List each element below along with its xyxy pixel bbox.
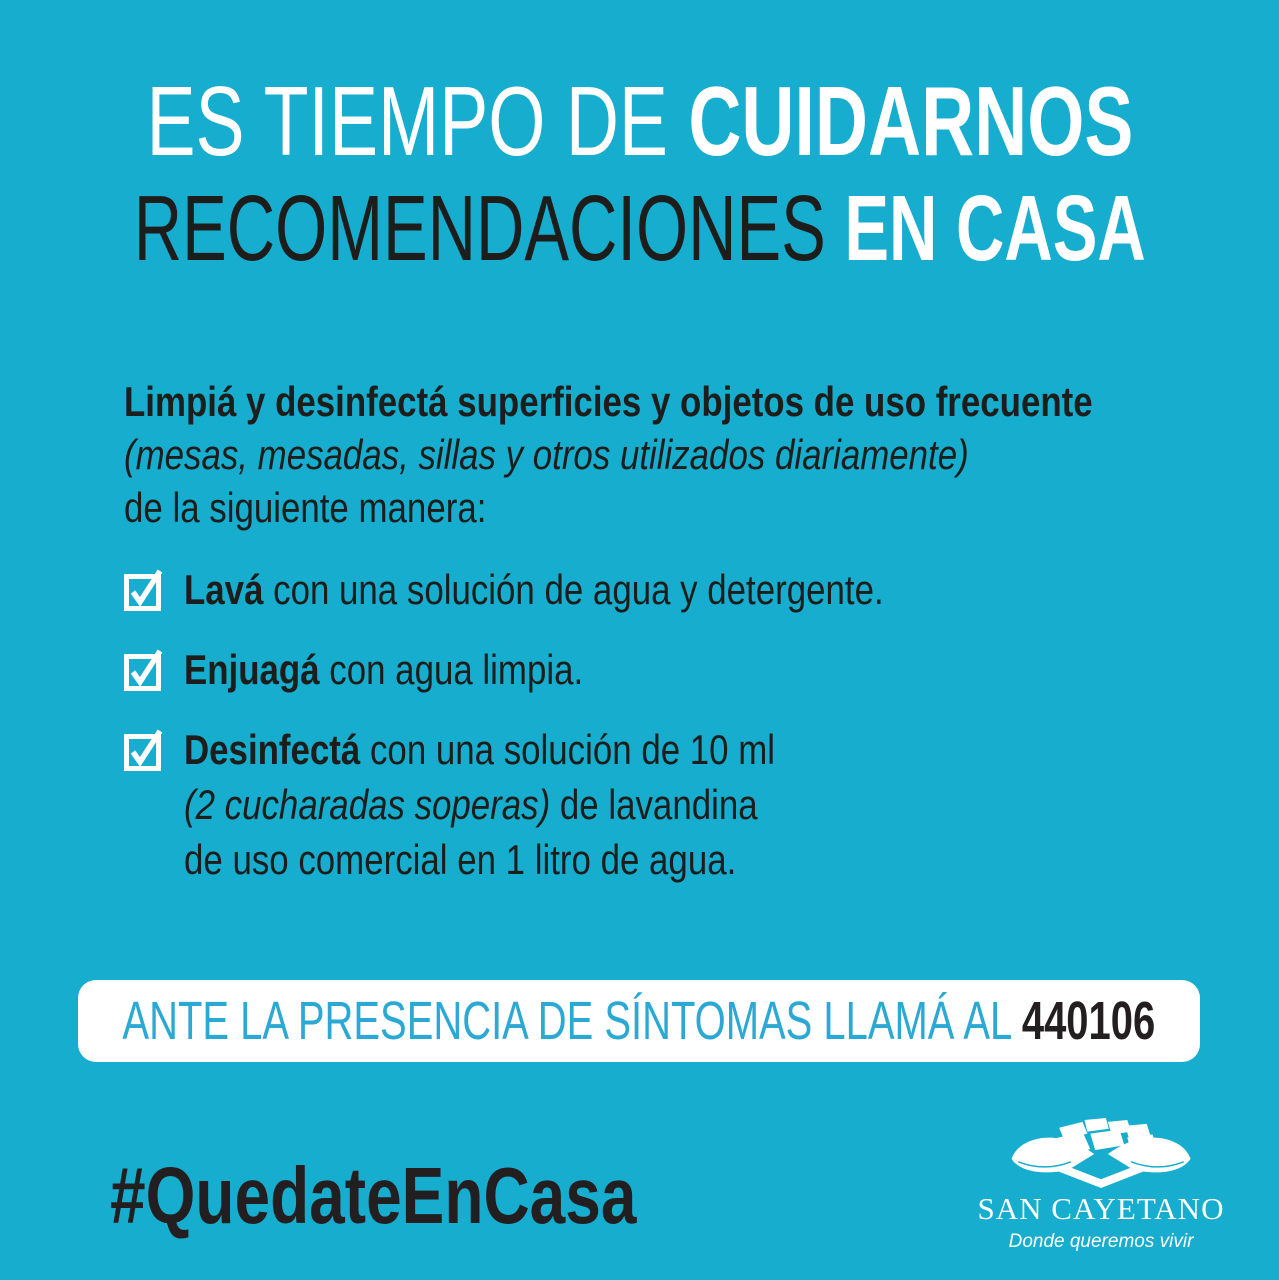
banner-phone-number: 440106 xyxy=(1022,991,1156,1051)
recommendations-checklist xyxy=(124,562,1027,912)
item-text: con una solución de agua y detergente. xyxy=(263,566,884,613)
checkbox-checked-icon xyxy=(124,568,164,612)
intro-bold-line: Limpiá y desinfectá superficies y objetos de uso frecuente xyxy=(124,378,1093,425)
intro-italic-line: (mesas, mesadas, sillas y otros utilizados diariamente) xyxy=(124,431,969,478)
title-bold-part: CUIDARNOS xyxy=(687,66,1133,176)
poster-title-line1 xyxy=(0,66,1279,176)
checkbox-checked-icon xyxy=(124,648,164,692)
hashtag: #QuedateEnCasa xyxy=(110,1151,637,1240)
symptoms-banner xyxy=(78,980,1200,1062)
list-item xyxy=(124,642,1027,697)
poster-title-line2 xyxy=(0,176,1279,280)
checkbox-checked-icon xyxy=(124,728,164,772)
intro-regular-line: de la siguiente manera: xyxy=(124,484,487,531)
item-keyword: Lavá xyxy=(184,566,264,613)
banner-text: ANTE LA PRESENCIA DE SÍNTOMAS LLAMÁ AL xyxy=(122,991,1023,1051)
item-text: de lavandina xyxy=(550,781,758,828)
san-cayetano-emblem xyxy=(1008,1118,1194,1190)
item-text: con agua limpia. xyxy=(319,646,584,693)
san-cayetano-logo xyxy=(972,1118,1230,1251)
item-text: de uso comercial en 1 litro de agua. xyxy=(184,836,737,883)
item-text: con una solución de 10 ml xyxy=(360,726,776,773)
intro-paragraph xyxy=(124,375,1279,534)
item-keyword: Enjuagá xyxy=(184,646,320,693)
item-text-italic: (2 cucharadas soperas) xyxy=(184,781,551,828)
title-regular-part: ES TIEMPO DE xyxy=(146,66,688,176)
item-keyword: Desinfectá xyxy=(184,726,361,773)
list-item xyxy=(124,722,1027,887)
logo-tagline: Donde queremos vivir xyxy=(1008,1231,1194,1252)
logo-name: SAN CAYETANO xyxy=(977,1191,1225,1226)
list-item xyxy=(124,562,1027,617)
subtitle-bold-part: EN CASA xyxy=(844,176,1146,280)
subtitle-dark-part: RECOMENDACIONES xyxy=(133,176,845,280)
